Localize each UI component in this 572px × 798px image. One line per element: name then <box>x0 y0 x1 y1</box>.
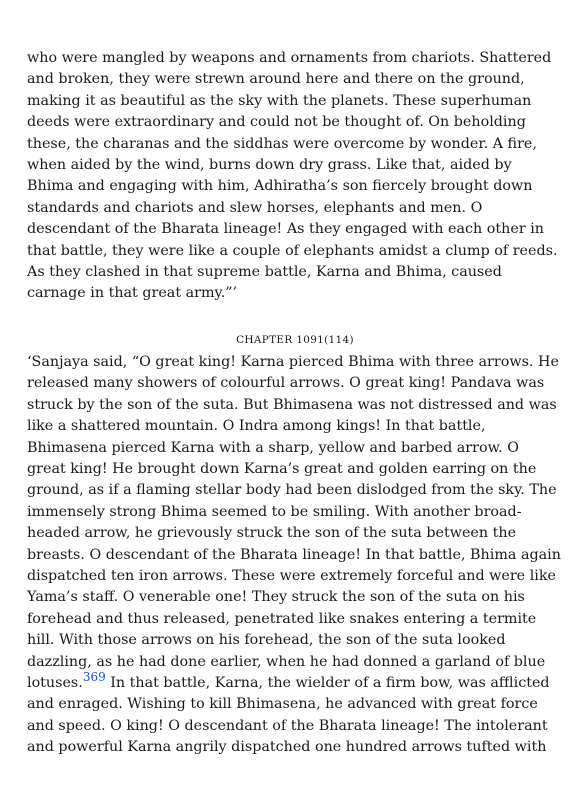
footnote-line <box>27 669 563 694</box>
text-line: like a shattered mountain. O Indra among kings! In that battle, <box>27 418 486 435</box>
book-page <box>27 48 563 759</box>
text-line: struck by the son of the suta. But Bhimasena was not distressed and was <box>27 396 557 413</box>
footnote-link[interactable]: 369 <box>82 669 106 684</box>
text-line: released many showers of colourful arrows. O great king! Pandava was <box>27 375 545 392</box>
text-line: Bhimasena pierced Karna with a sharp, yellow and barbed arrow. O <box>27 439 519 456</box>
text-line: and powerful Karna angrily dispatched one hundred arrows tufted with <box>27 739 547 756</box>
text-line: Yama’s staff. O venerable one! They struck the son of the suta on his <box>27 589 525 606</box>
text-line: ground, as if a flaming stellar body had been dislodged from the sky. The <box>27 482 557 499</box>
text-line: ‘Sanjaya said, “O great king! Karna pierced Bhima with three arrows. He <box>27 353 559 370</box>
text-line: and broken, they were strewn around here and there on the ground, <box>27 71 525 88</box>
text-line: standards and chariots and slew horses, elephants and men. O <box>27 199 483 216</box>
text-line: hill. With those arrows on his forehead, the son of the suta looked <box>27 632 506 649</box>
text-line: immensely strong Bhima seemed to be smiling. With another broad- <box>27 503 522 520</box>
text-line: deeds were extraordinary and could not be thought of. On beholding <box>27 114 526 131</box>
text-line: As they clashed in that supreme battle, Karna and Bhima, caused <box>27 264 502 281</box>
text-line: these, the charanas and the siddhas were overcome by wonder. A fire, <box>27 135 537 152</box>
text-line: forehead and thus released, penetrated like snakes entering a termite <box>27 610 537 627</box>
text-line: headed arrow, he grievously struck the son of the suta between the <box>27 525 517 542</box>
chapter-heading: CHAPTER 1091(114) <box>236 333 354 346</box>
text-line: Bhima and engaging with him, Adhiratha’s son fiercely brought down <box>27 178 533 195</box>
text-line: that battle, they were like a couple of elephants amidst a clump of reeds. <box>27 242 558 259</box>
paragraph-1 <box>27 48 563 305</box>
text-line: breasts. O descendant of the Bharata lineage! In that battle, Bhima again <box>27 546 561 563</box>
text-line: and speed. O king! O descendant of the Bharata lineage! The intolerant <box>27 717 548 734</box>
text-line: dispatched ten iron arrows. These were extremely forceful and were like <box>27 567 556 584</box>
text-line: descendant of the Bharata lineage! As they engaged with each other in <box>27 221 544 238</box>
text-line: carnage in that great army.”’ <box>27 285 238 302</box>
text-line: when aided by the wind, burns down dry grass. Like that, aided by <box>27 157 512 174</box>
text-line: and enraged. Wishing to kill Bhimasena, he advanced with great force <box>27 696 538 713</box>
text-line: great king! He brought down Karna’s great and golden earring on the <box>27 460 537 477</box>
text-fragment: lotuses. <box>27 674 83 691</box>
paragraph-2 <box>27 352 563 759</box>
text-line: making it as beautiful as the sky with the planets. These superhuman <box>27 92 532 109</box>
text-line: dazzling, as he had done earlier, when he had donned a garland of blue <box>27 653 546 670</box>
text-fragment: In that battle, Karna, the wielder of a firm bow, was afflicted <box>105 674 550 691</box>
text-line: who were mangled by weapons and ornaments from chariots. Shattered <box>27 50 552 66</box>
